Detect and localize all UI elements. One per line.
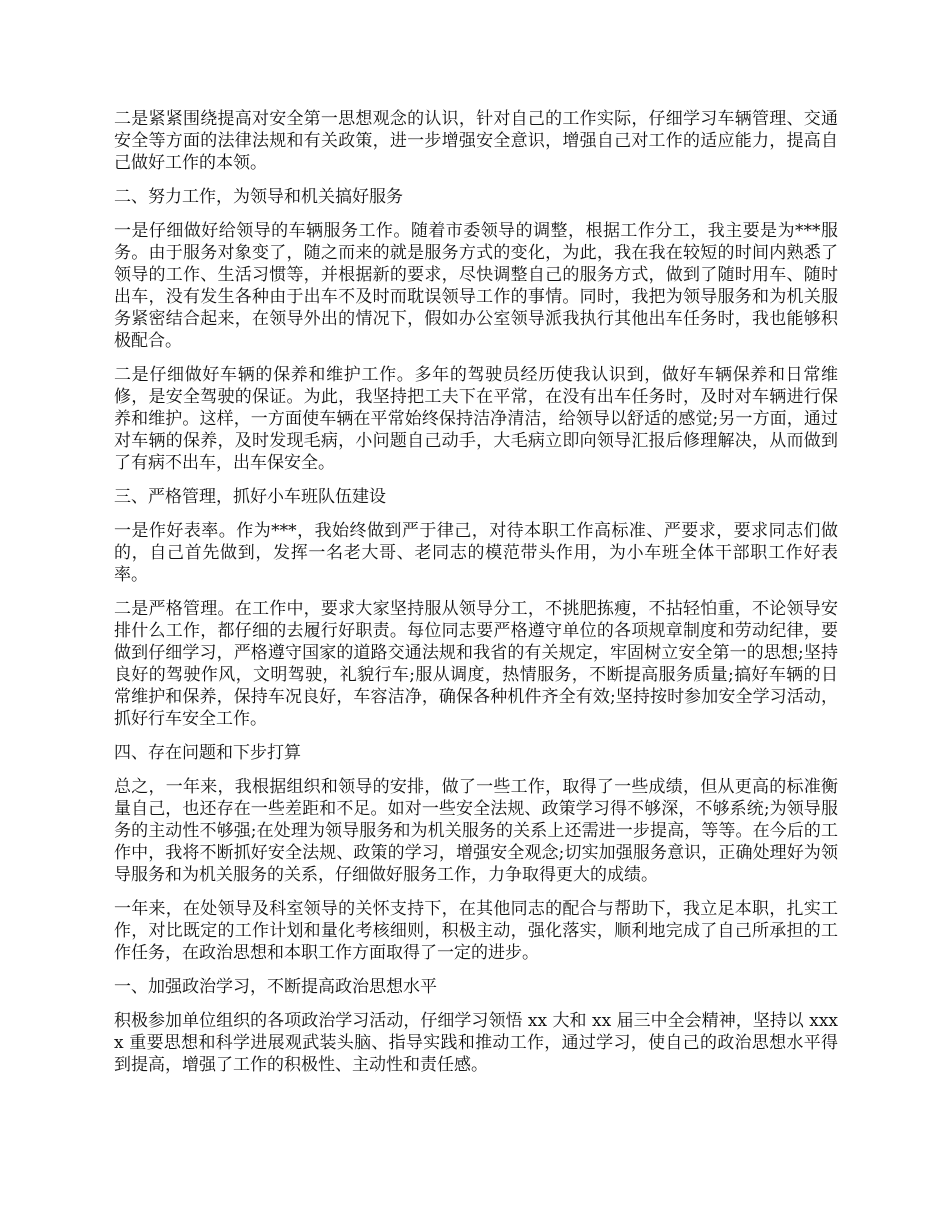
paragraph-3: 一是仔细做好给领导的车辆服务工作。随着市委领导的调整，根据工作分工，我主要是为***服务。由于服务对象变了，随之而来的就是服务方式的变化，为此，我在我在较短的时间内熟悉了领导的工作、生活习惯等，并根据新的要求，尽快调整自己的服务方式，做到了随时用车、随时出车，没有发生各种由于出车不及时而耽误领导工作的事情。同时，我把为领导服务和为机关服务紧密结合起来，在领导外出的情况下，假如办公室领导派我执行其他出车任务时，我也能够积极配合。 <box>114 221 838 351</box>
section-heading-1: 一、加强政治学习，不断提高政治思想水平 <box>114 977 437 997</box>
section-heading-2: 二、努力工作，为领导和机关搞好服务 <box>114 187 403 207</box>
paragraph-12: 积极参加单位组织的各项政治学习活动，仔细学习领悟 xx 大和 xx 届三中全会精神，坚持以 xxxx 重要思想和科学进展观武装头脑、指导实践和推动工作，通过学习，使自己的政治思想水平得到提高，增强了工作的积极性、主动性和责任感。 <box>114 1011 838 1075</box>
section-heading-4: 四、存在问题和下步打算 <box>114 743 301 763</box>
document-page <box>114 108 838 1088</box>
paragraph-9: 总之，一年来，我根据组织和领导的安排，做了一些工作，取得了一些成绩，但从更高的标准衡量自己，也还存在一些差距和不足。如对一些安全法规、政策学习得不够深，不够系统;为领导服务的主动性不够强;在处理为领导服务和为机关服务的关系上还需进一步提高，等等。在今后的工作中，我将不断抓好安全法规、政策的学习，增强安全观念;切实加强服务意识，正确处理好为领导服务和为机关服务的关系，仔细做好服务工作，力争取得更大的成绩。 <box>114 777 838 885</box>
paragraph-10: 一年来，在处领导及科室领导的关怀支持下，在其他同志的配合与帮助下，我立足本职，扎实工作，对比既定的工作计划和量化考核细则，积极主动，强化落实，顺利地完成了自己所承担的工作任务，在政治思想和本职工作方面取得了一定的进步。 <box>114 899 838 963</box>
section-heading-3: 三、严格管理，抓好小车班队伍建设 <box>114 487 386 507</box>
paragraph-7: 二是严格管理。在工作中，要求大家坚持服从领导分工，不挑肥拣瘦，不拈轻怕重，不论领导安排什么工作，都仔细的去履行好职责。每位同志要严格遵守单位的各项规章制度和劳动纪律，要做到仔细学习，严格遵守国家的道路交通法规和我省的有关规定，牢固树立安全第一的思想;坚持良好的驾驶作风，文明驾驶，礼貌行车;服从调度，热情服务，不断提高服务质量;搞好车辆的日常维护和保养，保持车况良好，车容洁净，确保各种机件齐全有效;坚持按时参加安全学习活动，抓好行车安全工作。 <box>114 599 838 729</box>
paragraph-6: 一是作好表率。作为***，我始终做到严于律己，对待本职工作高标准、严要求，要求同志们做的，自己首先做到，发挥一名老大哥、老同志的模范带头作用，为小车班全体干部职工作好表率。 <box>114 521 838 585</box>
paragraph-4: 二是仔细做好车辆的保养和维护工作。多年的驾驶员经历使我认识到，做好车辆保养和日常维修，是安全驾驶的保证。为此，我坚持把工夫下在平常，在没有出车任务时，及时对车辆进行保养和维护。这样，一方面使车辆在平常始终保持洁净清洁，给领导以舒适的感觉;另一方面，通过对车辆的保养，及时发现毛病，小问题自己动手，大毛病立即向领导汇报后修理解决，从而做到了有病不出车，出车保安全。 <box>114 365 838 473</box>
paragraph-1: 二是紧紧围绕提高对安全第一思想观念的认识，针对自己的工作实际，仔细学习车辆管理、交通安全等方面的法律法规和有关政策，进一步增强安全意识，增强自己对工作的适应能力，提高自己做好工作的本领。 <box>114 109 838 173</box>
